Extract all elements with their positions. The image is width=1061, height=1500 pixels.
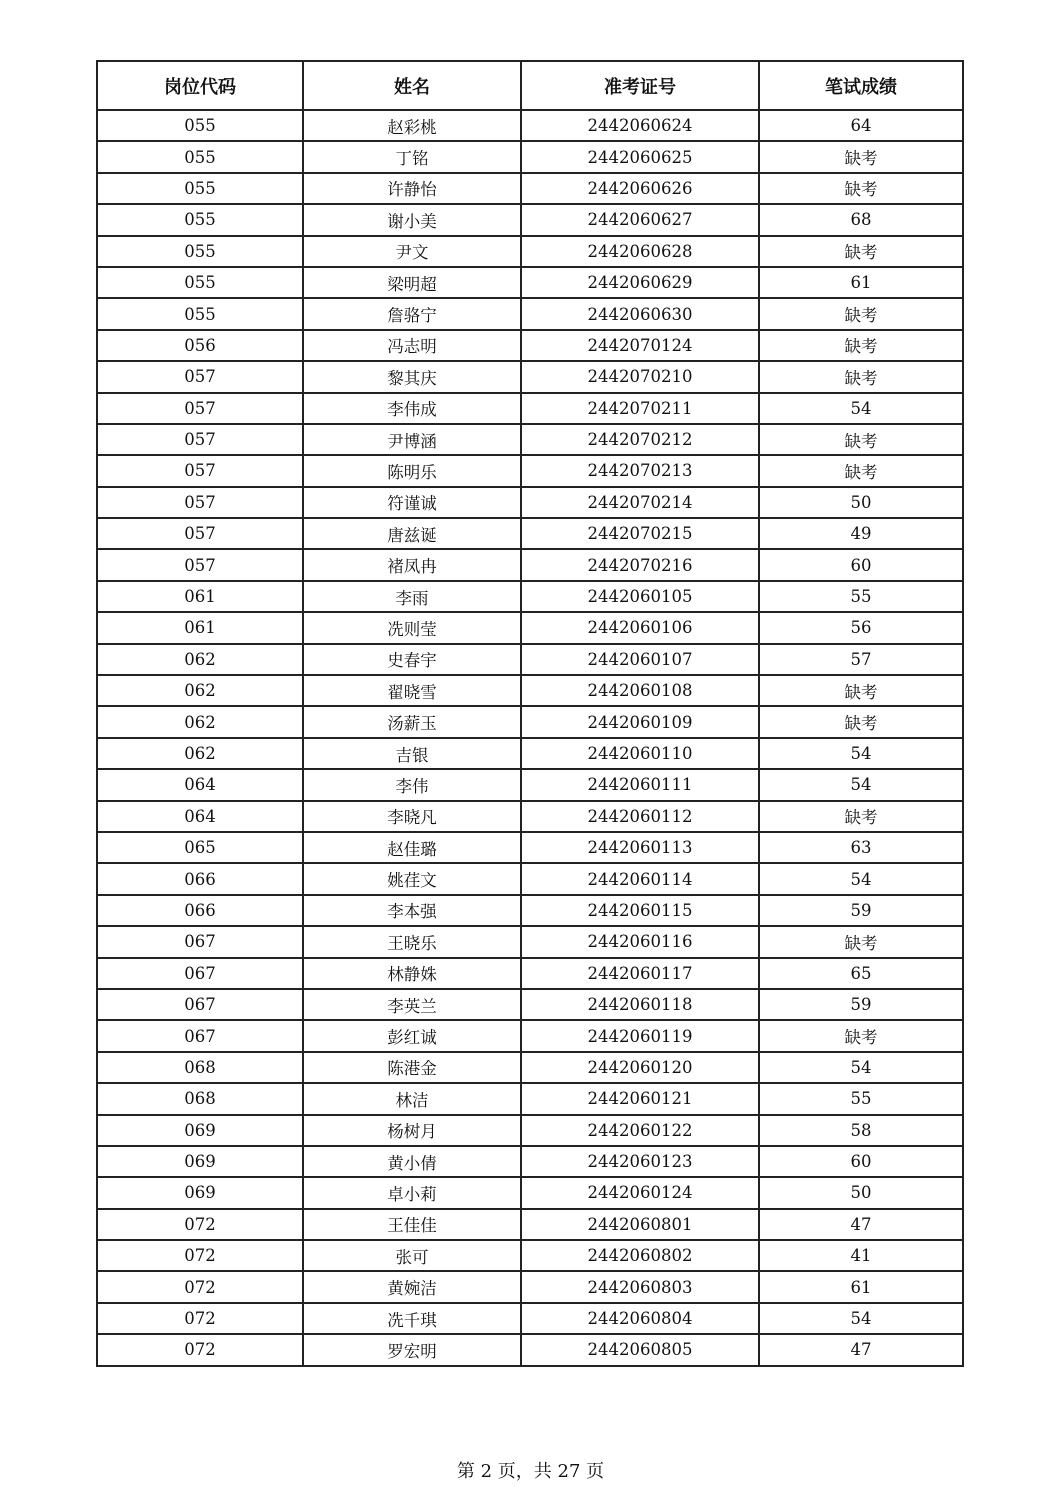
table-row	[97, 863, 963, 894]
cell-admission-number: 2442060122	[521, 1115, 759, 1146]
cell-position-code: 069	[97, 1115, 303, 1146]
cell-admission-number: 2442070124	[521, 330, 759, 361]
cell-name: 张可	[303, 1240, 521, 1271]
cell-written-score: 49	[759, 518, 963, 549]
cell-position-code: 065	[97, 832, 303, 863]
cell-admission-number: 2442060110	[521, 738, 759, 769]
cell-admission-number: 2442060628	[521, 236, 759, 267]
cell-position-code: 069	[97, 1177, 303, 1208]
cell-admission-number: 2442060120	[521, 1052, 759, 1083]
cell-name: 李晓凡	[303, 801, 521, 832]
cell-written-score: 缺考	[759, 455, 963, 486]
cell-written-score: 55	[759, 1083, 963, 1114]
cell-admission-number: 2442060112	[521, 801, 759, 832]
cell-written-score: 缺考	[759, 236, 963, 267]
cell-name: 林静姝	[303, 958, 521, 989]
cell-position-code: 062	[97, 644, 303, 675]
cell-written-score: 68	[759, 204, 963, 235]
cell-admission-number: 2442060106	[521, 612, 759, 643]
cell-written-score: 50	[759, 487, 963, 518]
cell-position-code: 072	[97, 1334, 303, 1365]
cell-written-score: 47	[759, 1209, 963, 1240]
cell-admission-number: 2442060115	[521, 895, 759, 926]
cell-written-score: 47	[759, 1334, 963, 1365]
cell-position-code: 066	[97, 863, 303, 894]
cell-name: 黄婉洁	[303, 1271, 521, 1302]
table-row	[97, 110, 963, 141]
cell-admission-number: 2442060630	[521, 298, 759, 329]
cell-admission-number: 2442060114	[521, 863, 759, 894]
cell-admission-number: 2442060802	[521, 1240, 759, 1271]
table-row	[97, 1177, 963, 1208]
cell-position-code: 068	[97, 1083, 303, 1114]
cell-admission-number: 2442060121	[521, 1083, 759, 1114]
cell-name: 冼千琪	[303, 1303, 521, 1334]
cell-name: 赵佳璐	[303, 832, 521, 863]
table-row	[97, 675, 963, 706]
table-header	[97, 61, 963, 110]
cell-written-score: 57	[759, 644, 963, 675]
cell-admission-number: 2442060119	[521, 1020, 759, 1051]
cell-written-score: 54	[759, 769, 963, 800]
cell-name: 谢小美	[303, 204, 521, 235]
cell-admission-number: 2442060803	[521, 1271, 759, 1302]
cell-written-score: 60	[759, 549, 963, 580]
cell-admission-number: 2442060118	[521, 989, 759, 1020]
cell-position-code: 061	[97, 612, 303, 643]
cell-admission-number: 2442070214	[521, 487, 759, 518]
table-row	[97, 236, 963, 267]
cell-written-score: 50	[759, 1177, 963, 1208]
cell-admission-number: 2442070215	[521, 518, 759, 549]
cell-admission-number: 2442060109	[521, 706, 759, 737]
table-row	[97, 1052, 963, 1083]
cell-name: 彭红诚	[303, 1020, 521, 1051]
exam-score-table	[96, 60, 964, 1367]
cell-position-code: 066	[97, 895, 303, 926]
cell-written-score: 54	[759, 393, 963, 424]
cell-written-score: 54	[759, 738, 963, 769]
cell-admission-number: 2442060801	[521, 1209, 759, 1240]
table-row	[97, 424, 963, 455]
cell-position-code: 055	[97, 204, 303, 235]
table-row	[97, 1115, 963, 1146]
cell-written-score: 缺考	[759, 675, 963, 706]
cell-name: 姚荏文	[303, 863, 521, 894]
table-row	[97, 1240, 963, 1271]
cell-admission-number: 2442060624	[521, 110, 759, 141]
table-row	[97, 958, 963, 989]
cell-name: 王晓乐	[303, 926, 521, 957]
cell-name: 李雨	[303, 581, 521, 612]
cell-position-code: 056	[97, 330, 303, 361]
table-row	[97, 455, 963, 486]
cell-written-score: 缺考	[759, 926, 963, 957]
cell-name: 黄小倩	[303, 1146, 521, 1177]
cell-position-code: 062	[97, 675, 303, 706]
cell-position-code: 061	[97, 581, 303, 612]
cell-name: 符谨诚	[303, 487, 521, 518]
cell-position-code: 062	[97, 738, 303, 769]
table-row	[97, 549, 963, 580]
table-row	[97, 581, 963, 612]
cell-admission-number: 2442060124	[521, 1177, 759, 1208]
table-row	[97, 1334, 963, 1365]
cell-written-score: 缺考	[759, 173, 963, 204]
cell-written-score: 缺考	[759, 801, 963, 832]
cell-position-code: 057	[97, 361, 303, 392]
cell-position-code: 057	[97, 487, 303, 518]
cell-position-code: 055	[97, 236, 303, 267]
cell-name: 卓小莉	[303, 1177, 521, 1208]
cell-position-code: 057	[97, 549, 303, 580]
cell-name: 杨树月	[303, 1115, 521, 1146]
cell-position-code: 057	[97, 518, 303, 549]
cell-written-score: 缺考	[759, 361, 963, 392]
page-footer: 第 2 页，共 27 页	[456, 1461, 605, 1482]
cell-name: 李本强	[303, 895, 521, 926]
cell-name: 尹文	[303, 236, 521, 267]
table-row	[97, 801, 963, 832]
cell-position-code: 072	[97, 1303, 303, 1334]
cell-admission-number: 2442060805	[521, 1334, 759, 1365]
cell-position-code: 057	[97, 393, 303, 424]
table-body	[97, 110, 963, 1366]
table-row	[97, 1209, 963, 1240]
table-row	[97, 769, 963, 800]
cell-admission-number: 2442060627	[521, 204, 759, 235]
header-written-score: 笔试成绩	[759, 61, 963, 110]
cell-position-code: 067	[97, 958, 303, 989]
cell-admission-number: 2442060107	[521, 644, 759, 675]
cell-written-score: 54	[759, 1303, 963, 1334]
cell-written-score: 54	[759, 863, 963, 894]
cell-written-score: 41	[759, 1240, 963, 1271]
table-row	[97, 1271, 963, 1302]
cell-written-score: 64	[759, 110, 963, 141]
cell-position-code: 067	[97, 1020, 303, 1051]
cell-name: 褚凤冉	[303, 549, 521, 580]
cell-position-code: 055	[97, 173, 303, 204]
table-row	[97, 487, 963, 518]
cell-name: 林洁	[303, 1083, 521, 1114]
cell-written-score: 65	[759, 958, 963, 989]
cell-position-code: 072	[97, 1271, 303, 1302]
cell-position-code: 064	[97, 769, 303, 800]
cell-name: 冼则莹	[303, 612, 521, 643]
cell-name: 詹骆宁	[303, 298, 521, 329]
table-row	[97, 361, 963, 392]
cell-written-score: 59	[759, 989, 963, 1020]
header-name: 姓名	[303, 61, 521, 110]
cell-position-code: 055	[97, 267, 303, 298]
cell-written-score: 58	[759, 1115, 963, 1146]
cell-admission-number: 2442060117	[521, 958, 759, 989]
cell-position-code: 057	[97, 455, 303, 486]
cell-position-code: 057	[97, 424, 303, 455]
cell-position-code: 062	[97, 706, 303, 737]
table-row	[97, 926, 963, 957]
table-row	[97, 989, 963, 1020]
table-row	[97, 1303, 963, 1334]
header-position-code: 岗位代码	[97, 61, 303, 110]
cell-written-score: 61	[759, 1271, 963, 1302]
cell-name: 汤薪玉	[303, 706, 521, 737]
cell-admission-number: 2442060123	[521, 1146, 759, 1177]
cell-written-score: 60	[759, 1146, 963, 1177]
table-row	[97, 644, 963, 675]
table-row	[97, 330, 963, 361]
cell-position-code: 069	[97, 1146, 303, 1177]
cell-name: 李英兰	[303, 989, 521, 1020]
cell-name: 史春宇	[303, 644, 521, 675]
cell-written-score: 61	[759, 267, 963, 298]
cell-written-score: 缺考	[759, 298, 963, 329]
cell-admission-number: 2442060111	[521, 769, 759, 800]
cell-position-code: 067	[97, 926, 303, 957]
header-row	[97, 61, 963, 110]
cell-name: 陈港金	[303, 1052, 521, 1083]
cell-name: 李伟成	[303, 393, 521, 424]
cell-admission-number: 2442070216	[521, 549, 759, 580]
table-row	[97, 393, 963, 424]
cell-name: 许静怡	[303, 173, 521, 204]
table-row	[97, 1083, 963, 1114]
cell-admission-number: 2442060116	[521, 926, 759, 957]
cell-name: 赵彩桃	[303, 110, 521, 141]
cell-written-score: 缺考	[759, 424, 963, 455]
table-row	[97, 141, 963, 172]
table-row	[97, 518, 963, 549]
cell-written-score: 缺考	[759, 141, 963, 172]
cell-admission-number: 2442060108	[521, 675, 759, 706]
table-row	[97, 204, 963, 235]
cell-admission-number: 2442070210	[521, 361, 759, 392]
table-row	[97, 612, 963, 643]
cell-name: 王佳佳	[303, 1209, 521, 1240]
cell-name: 丁铭	[303, 141, 521, 172]
cell-name: 陈明乐	[303, 455, 521, 486]
table-row	[97, 832, 963, 863]
cell-admission-number: 2442070211	[521, 393, 759, 424]
table-row	[97, 298, 963, 329]
cell-written-score: 缺考	[759, 1020, 963, 1051]
cell-name: 唐兹诞	[303, 518, 521, 549]
table-row	[97, 738, 963, 769]
cell-written-score: 54	[759, 1052, 963, 1083]
table-row	[97, 173, 963, 204]
cell-admission-number: 2442070213	[521, 455, 759, 486]
table-row	[97, 267, 963, 298]
cell-admission-number: 2442070212	[521, 424, 759, 455]
cell-position-code: 068	[97, 1052, 303, 1083]
cell-admission-number: 2442060105	[521, 581, 759, 612]
cell-name: 冯志明	[303, 330, 521, 361]
cell-name: 黎其庆	[303, 361, 521, 392]
cell-name: 李伟	[303, 769, 521, 800]
cell-name: 梁明超	[303, 267, 521, 298]
cell-name: 罗宏明	[303, 1334, 521, 1365]
table-row	[97, 1146, 963, 1177]
cell-admission-number: 2442060629	[521, 267, 759, 298]
table-row	[97, 895, 963, 926]
cell-admission-number: 2442060113	[521, 832, 759, 863]
cell-written-score: 63	[759, 832, 963, 863]
header-admission-number: 准考证号	[521, 61, 759, 110]
table-row	[97, 706, 963, 737]
cell-written-score: 56	[759, 612, 963, 643]
table-row	[97, 1020, 963, 1051]
cell-name: 尹博涵	[303, 424, 521, 455]
cell-admission-number: 2442060626	[521, 173, 759, 204]
cell-admission-number: 2442060625	[521, 141, 759, 172]
cell-written-score: 55	[759, 581, 963, 612]
cell-position-code: 055	[97, 110, 303, 141]
cell-name: 翟晓雪	[303, 675, 521, 706]
cell-position-code: 055	[97, 298, 303, 329]
cell-position-code: 072	[97, 1240, 303, 1271]
cell-written-score: 缺考	[759, 330, 963, 361]
cell-admission-number: 2442060804	[521, 1303, 759, 1334]
cell-position-code: 055	[97, 141, 303, 172]
cell-position-code: 067	[97, 989, 303, 1020]
cell-written-score: 59	[759, 895, 963, 926]
cell-position-code: 072	[97, 1209, 303, 1240]
cell-name: 吉银	[303, 738, 521, 769]
cell-position-code: 064	[97, 801, 303, 832]
cell-written-score: 缺考	[759, 706, 963, 737]
